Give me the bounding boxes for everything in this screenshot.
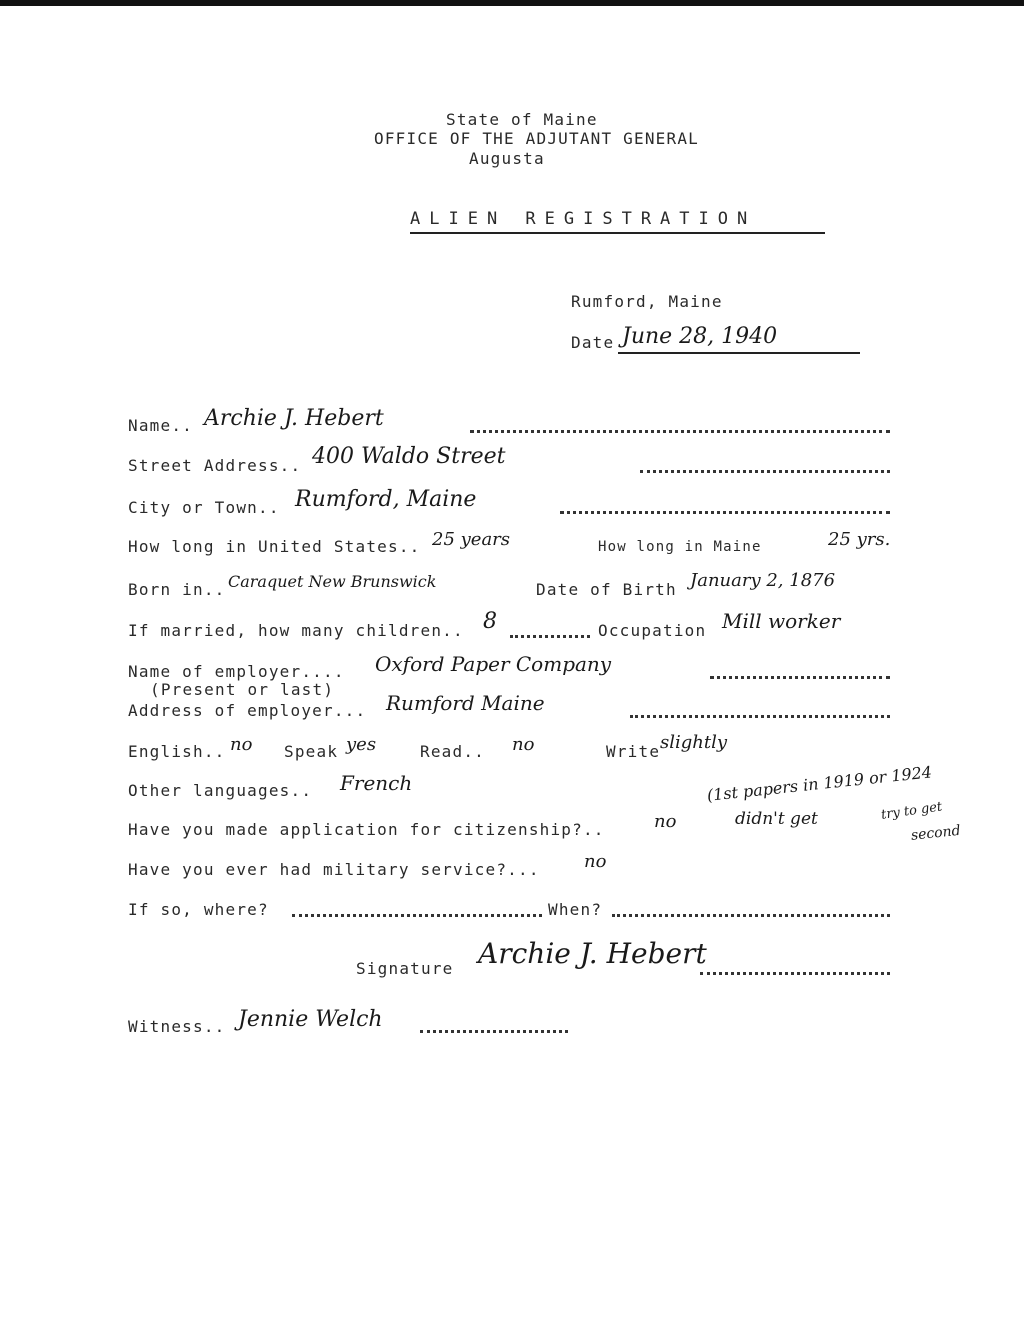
citizenship-label: Have you made application for citizenship?.. — [128, 820, 605, 839]
dob-label: Date of Birth — [536, 580, 677, 599]
form-title: ALIEN REGISTRATION — [410, 209, 757, 229]
employer-note: (Present or last) — [150, 680, 335, 699]
read-label: Read.. — [420, 742, 485, 761]
born-label: Born in.. — [128, 580, 226, 599]
citizenship-note-1: (1st papers in 1919 or 1924 — [706, 762, 933, 805]
witness-label: Witness.. — [128, 1017, 226, 1036]
street-value: 400 Waldo Street — [312, 444, 506, 469]
witness-value: Jennie Welch — [238, 1007, 383, 1032]
street-label: Street Address.. — [128, 456, 302, 475]
write-label: Write — [606, 742, 661, 761]
years-us-label: How long in United States.. — [128, 537, 421, 556]
date-value: June 28, 1940 — [622, 324, 778, 349]
children-dots — [510, 633, 590, 638]
employer-value: Oxford Paper Company — [375, 652, 612, 676]
employer-address-value: Rumford Maine — [386, 691, 545, 715]
dob-value: January 2, 1876 — [690, 570, 836, 591]
years-maine-label: How long in Maine — [598, 539, 762, 555]
street-dots — [640, 468, 890, 473]
header-state: State of Maine — [446, 110, 598, 129]
city-dots — [560, 509, 890, 514]
employer-label: Name of employer.... — [128, 662, 345, 681]
other-languages-label: Other languages.. — [128, 781, 313, 800]
when-dots — [612, 912, 890, 917]
name-value: Archie J. Hebert — [204, 406, 384, 431]
form-title-underline — [410, 232, 825, 234]
children-value: 8 — [483, 609, 497, 634]
witness-dots — [420, 1028, 568, 1033]
speak-value: yes — [346, 734, 377, 755]
where-dots — [292, 912, 542, 917]
header-city: Augusta — [469, 149, 545, 168]
occupation-value: Mill worker — [722, 609, 841, 633]
other-languages-value: French — [340, 771, 413, 795]
page-top-border — [0, 0, 1024, 6]
date-label: Date — [571, 333, 615, 352]
name-label: Name.. — [128, 416, 193, 435]
born-value: Caraquet New Brunswick — [228, 572, 437, 591]
occupation-label: Occupation — [598, 621, 707, 640]
citizenship-note-3: try to get — [880, 799, 944, 823]
name-dots — [470, 428, 890, 433]
military-label: Have you ever had military service?... — [128, 860, 540, 879]
children-label: If married, how many children.. — [128, 621, 464, 640]
when-label: When? — [548, 900, 603, 919]
employer-dots — [710, 674, 890, 679]
employer-address-label: Address of employer... — [128, 701, 367, 720]
citizenship-note-4: second — [910, 822, 962, 844]
city-label: City or Town.. — [128, 498, 280, 517]
header-office: OFFICE OF THE ADJUTANT GENERAL — [374, 129, 699, 148]
military-value: no — [584, 851, 607, 872]
english-value: no — [230, 734, 253, 755]
years-maine-value: 25 yrs. — [828, 529, 891, 550]
english-label: English.. — [128, 742, 226, 761]
city-value: Rumford, Maine — [295, 487, 477, 512]
write-value: slightly — [660, 732, 728, 753]
employer-address-dots — [630, 713, 890, 718]
signature-value: Archie J. Hebert — [478, 937, 707, 970]
location: Rumford, Maine — [571, 292, 723, 311]
where-label: If so, where? — [128, 900, 269, 919]
signature-dots — [700, 970, 890, 975]
citizenship-value: no — [654, 811, 677, 832]
date-underline — [618, 352, 860, 354]
years-us-value: 25 years — [432, 529, 511, 550]
speak-label: Speak — [284, 742, 339, 761]
read-value: no — [512, 734, 535, 755]
citizenship-note-2: didn't get — [735, 809, 818, 829]
signature-label: Signature — [356, 959, 454, 978]
